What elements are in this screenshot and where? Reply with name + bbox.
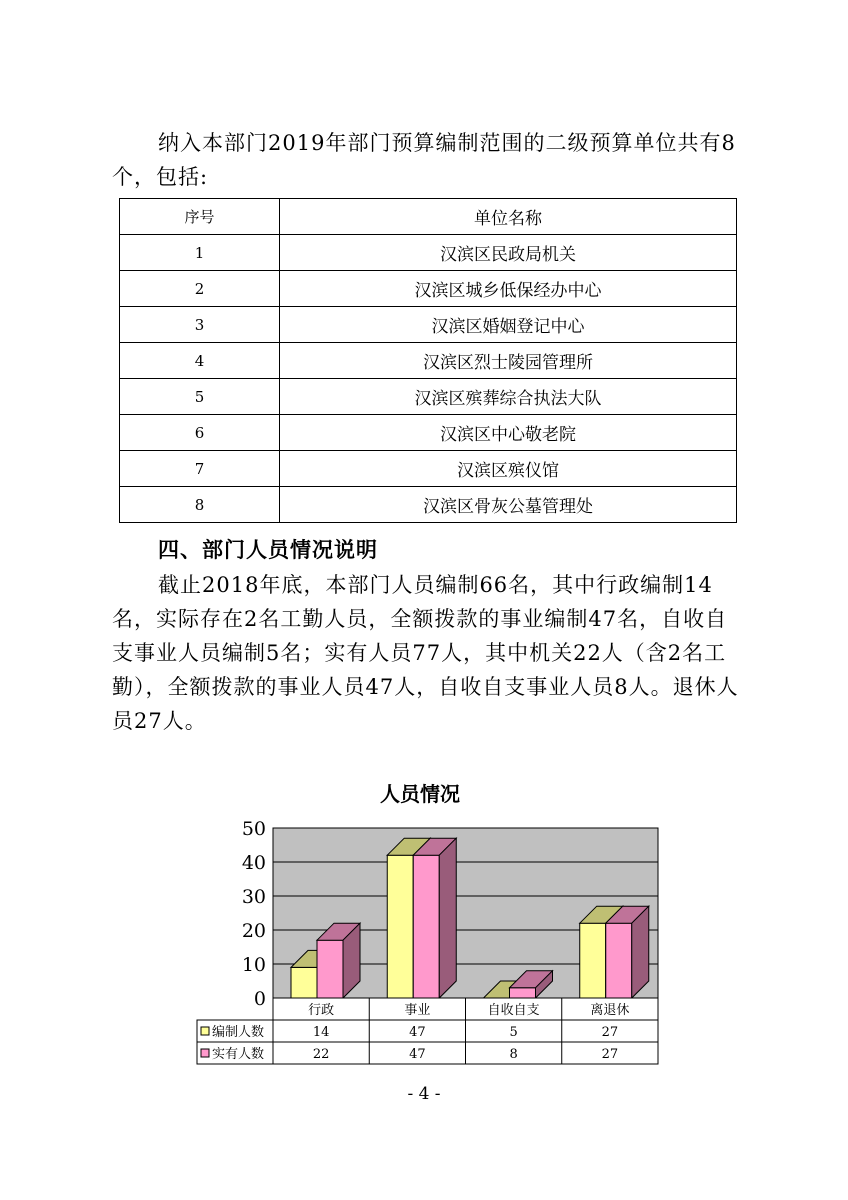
row-unit-name: 汉滨区殡葬综合执法大队 [280,379,737,415]
y-tick-label: 0 [253,988,266,1010]
bar [413,855,439,998]
bar [580,923,606,998]
staff-paragraph: 截止2018年底，本部门人员编制66名，其中行政编制14名，实际存在2名工勤人员，全额拨款的事业编制47名，自收自支事业人员编制5名；实有人员77人，其中机关22人（含2名工勤），全额拨款的事业人员47人，自收自支事业人员8人。退休人员27人。 [112,573,739,733]
row-unit-name: 汉滨区婚姻登记中心 [280,307,737,343]
row-index: 2 [120,271,280,307]
row-index: 5 [120,379,280,415]
y-tick-label: 30 [241,886,266,908]
legend-swatch [201,1049,209,1057]
y-tick-label: 50 [241,818,266,840]
row-index: 7 [120,451,280,487]
bar-side [439,838,456,998]
row-index: 1 [120,235,280,271]
legend-label: 实有人数 [212,1047,265,1062]
bar [387,855,413,998]
header-index: 序号 [120,199,280,235]
data-value: 27 [601,1047,619,1062]
row-unit-name: 汉滨区骨灰公墓管理处 [280,487,737,523]
bar [606,923,632,998]
data-value: 47 [409,1047,426,1062]
legend-swatch [201,1027,209,1035]
data-value: 5 [509,1025,518,1040]
data-value: 22 [312,1047,330,1062]
row-unit-name: 汉滨区烈士陵园管理所 [280,343,737,379]
row-index: 6 [120,415,280,451]
data-value: 47 [409,1025,426,1040]
row-index: 3 [120,307,280,343]
data-value: 14 [312,1025,330,1040]
row-index: 8 [120,487,280,523]
category-label: 离退休 [590,1003,630,1018]
data-value: 27 [601,1025,619,1040]
y-tick-label: 10 [241,954,266,976]
row-unit-name: 汉滨区中心敬老院 [280,415,737,451]
row-unit-name: 汉滨区殡仪馆 [280,451,737,487]
row-unit-name: 汉滨区民政局机关 [280,235,737,271]
bar-side [632,906,649,998]
category-label: 行政 [308,1003,335,1018]
header-unit-name: 单位名称 [280,199,737,235]
row-unit-name: 汉滨区城乡低保经办中心 [280,271,737,307]
y-tick-label: 40 [241,852,266,874]
y-tick-label: 20 [241,920,266,942]
page-number: - 4 - [407,1084,441,1104]
bar [510,988,536,998]
category-label: 自收自支 [487,1003,540,1018]
legend-label: 编制人数 [212,1025,265,1040]
bar [291,967,317,998]
bar [317,940,343,998]
intro-paragraph: 纳入本部门2019年部门预算编制范围的二级预算单位共有8个，包括: [112,131,736,189]
chart-title: 人员情况 [380,782,460,806]
row-index: 4 [120,343,280,379]
category-label: 事业 [404,1003,431,1018]
section-heading: 四、部门人员情况说明 [158,538,378,562]
data-value: 8 [509,1047,518,1062]
